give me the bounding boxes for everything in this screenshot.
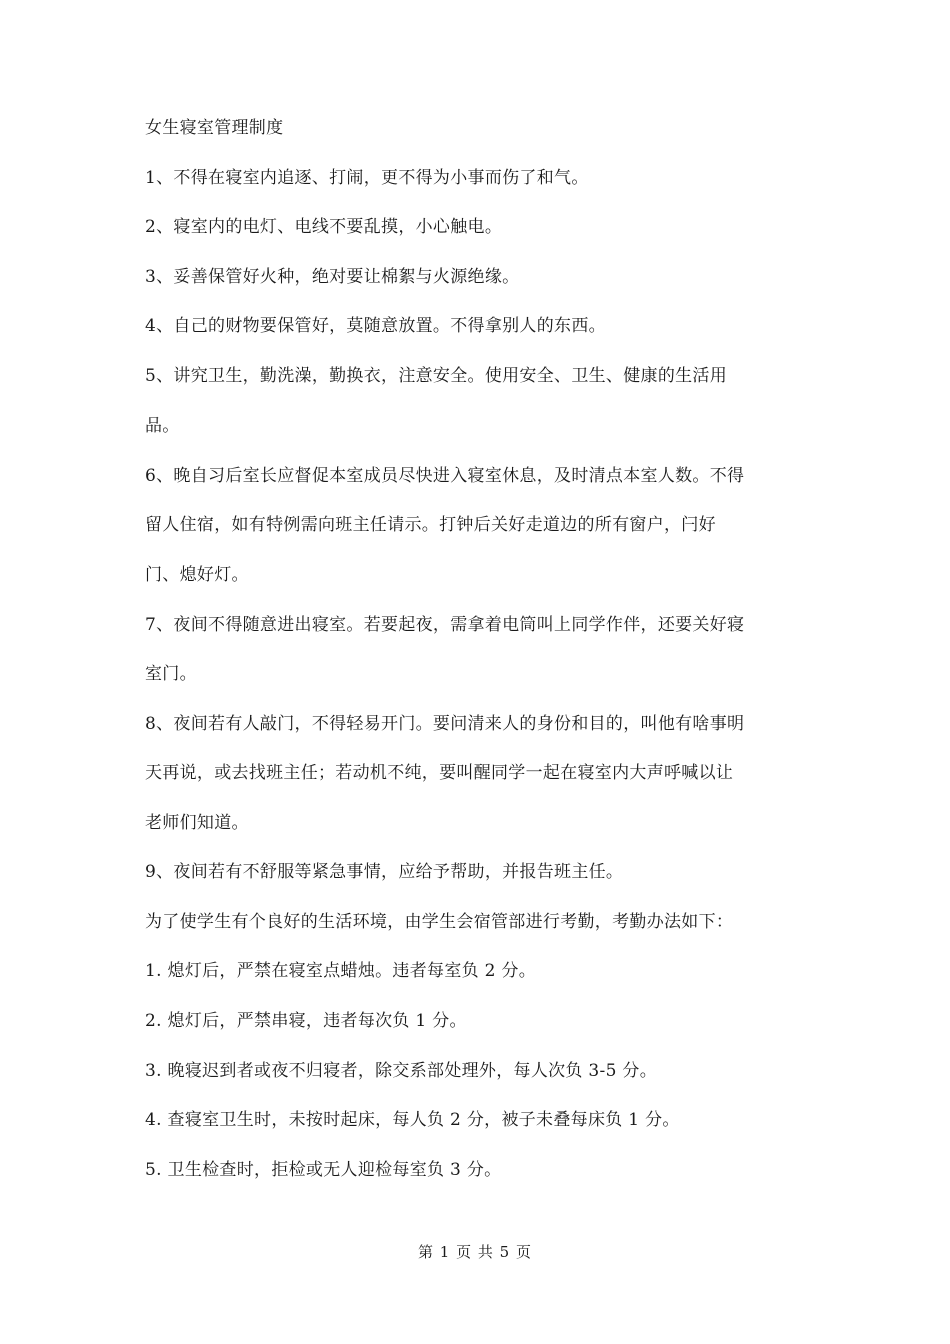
rule-line: 9、夜间若有不舒服等紧急事情，应给予帮助，并报告班主任。 — [145, 862, 624, 882]
scoring-item: 3. 晚寝迟到者或夜不归寝者，除交系部处理外，每人次负 3-5 分。 — [145, 1061, 658, 1081]
rule-line: 门、熄好灯。 — [145, 565, 249, 585]
document-title: 女生寝室管理制度 — [145, 118, 284, 138]
rule-line: 5、讲究卫生，勤洗澡，勤换衣，注意安全。使用安全、卫生、健康的生活用 — [145, 366, 728, 386]
rule-line: 品。 — [145, 416, 180, 436]
scoring-item: 1. 熄灯后，严禁在寝室点蜡烛。违者每室负 2 分。 — [145, 961, 537, 981]
rule-line: 留人住宿，如有特例需向班主任请示。打钟后关好走道边的所有窗户，闩好 — [145, 515, 716, 535]
scoring-item: 4. 查寝室卫生时，未按时起床，每人负 2 分，被子未叠每床负 1 分。 — [145, 1110, 680, 1130]
rule-line: 2、寝室内的电灯、电线不要乱摸，小心触电。 — [145, 217, 503, 237]
scoring-item: 5. 卫生检查时，拒检或无人迎检每室负 3 分。 — [145, 1160, 502, 1180]
rule-line: 4、自己的财物要保管好，莫随意放置。不得拿别人的东西。 — [145, 316, 606, 336]
rule-line: 3、妥善保管好火种，绝对要让棉絮与火源绝缘。 — [145, 267, 520, 287]
rule-line: 老师们知道。 — [145, 813, 249, 833]
scoring-item: 2. 熄灯后，严禁串寝，违者每次负 1 分。 — [145, 1011, 467, 1031]
rule-line: 室门。 — [145, 664, 197, 684]
rule-line: 6、晚自习后室长应督促本室成员尽快进入寝室休息，及时清点本室人数。不得 — [145, 466, 745, 486]
rule-line: 1、不得在寝室内追逐、打闹，更不得为小事而伤了和气。 — [145, 168, 589, 188]
page-number: 第 1 页 共 5 页 — [418, 1243, 532, 1261]
scoring-intro: 为了使学生有个良好的生活环境，由学生会宿管部进行考勤，考勤办法如下： — [145, 912, 734, 932]
rule-line: 7、夜间不得随意进出寝室。若要起夜，需拿着电筒叫上同学作伴，还要关好寝 — [145, 615, 745, 635]
rule-line: 8、夜间若有人敲门，不得轻易开门。要问清来人的身份和目的，叫他有啥事明 — [145, 714, 745, 734]
rule-line: 天再说，或去找班主任；若动机不纯，要叫醒同学一起在寝室内大声呼喊以让 — [145, 763, 734, 783]
